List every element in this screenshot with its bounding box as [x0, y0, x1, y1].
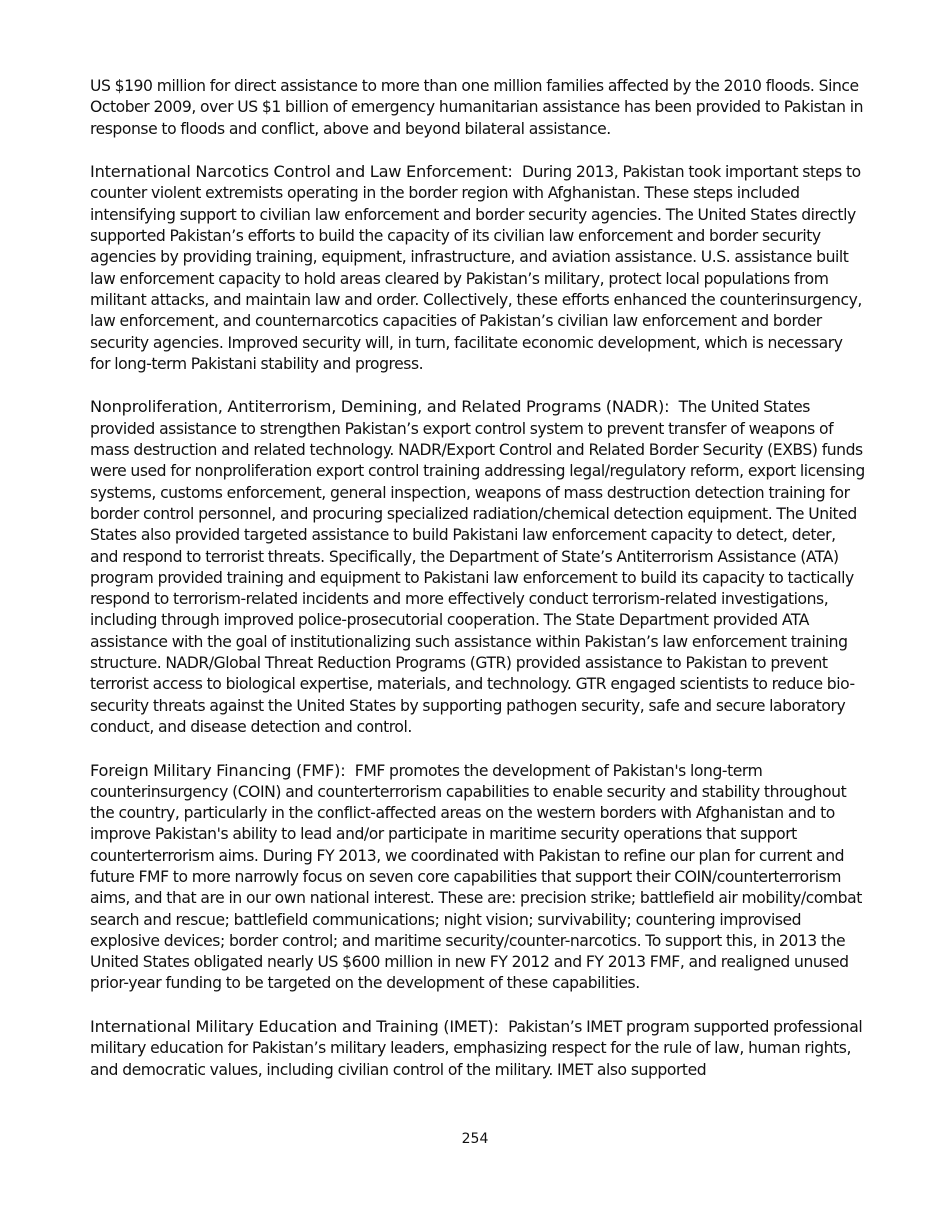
- document-page: [90, 76, 865, 1102]
- section-body-fmf: FMF promotes the development of Pakistan's long-term counterinsurgency (COIN) and counterterrorism capabilities to enable security and stability throughout the country, particularly in the conflict-affected areas on the western borders with Afghanistan and to improve Pakistan's ability to lead and/or participate in maritime security operations that support counterterrorism aims. During FY 2013, we coordinated with Pakistan to refine our plan for current and future FMF to more narrowly focus on seven core capabilities that support their COIN/counterterrorism aims, and that are in our own national interest. These are: precision strike; battlefield air mobility/combat search and rescue; battlefield communications; night vision; survivability; countering improvised explosive devices; border control; and maritime security/counter-narcotics. To support this, in 2013 the United States obligated nearly US $600 million in new FY 2012 and FY 2013 FMF, and realigned unused prior-year funding to be targeted on the development of these capabilities.: [90, 761, 862, 993]
- section-heading-incle: International Narcotics Control and Law Enforcement:: [90, 162, 522, 182]
- section-body-incle: During 2013, Pakistan took important steps to counter violent extremists operating in the border region with Afghanistan. These steps included intensifying support to civilian law enforcement and border security agencies. The United States directly supported Pakistan’s efforts to build the capacity of its civilian law enforcement and border security agencies by providing training, equipment, infrastructure, and aviation assistance. U.S. assistance built law enforcement capacity to hold areas cleared by Pakistan’s military, protect local populations from militant attacks, and maintain law and order. Collectively, these efforts enhanced the counterinsurgency, law enforcement, and counternarcotics capacities of Pakistan’s civilian law enforcement and border security agencies. Improved security will, in turn, facilitate economic development, which is necessary for long-term Pakistani stability and progress.: [90, 163, 862, 373]
- section-heading-imet: International Military Education and Training (IMET):: [90, 1017, 509, 1037]
- section-heading-nadr: Nonproliferation, Antiterrorism, Demining, and Related Programs (NADR):: [90, 397, 679, 417]
- section-heading-fmf: Foreign Military Financing (FMF):: [90, 760, 355, 780]
- intro-paragraph: US $190 million for direct assistance to more than one million families affected by the 2010 floods. Since October 2009, over US $1 billion of emergency humanitarian assistance has been provided to Pakistan in response to floods and conflict, above and beyond bilateral assistance.: [90, 77, 864, 138]
- section-imet: [90, 1016, 865, 1081]
- page-number: 254: [461, 1131, 489, 1147]
- section-body-nadr: The United States provided assistance to strengthen Pakistan’s export control system to prevent transfer of weapons of mass destruction and related technology. NADR/Export Control and Related Border Security (EXBS) funds were used for nonproliferation export control training addressing legal/regulatory reform, export licensing systems, customs enforcement, general inspection, weapons of mass destruction detection training for border control personnel, and procuring specialized radiation/chemical detection equipment. The United States also provided targeted assistance to build Pakistani law enforcement capacity to detect, deter, and respond to terrorist threats. Specifically, the Department of State’s Antiterrorism Assistance (ATA) program provided training and equipment to Pakistani law enforcement to build its capacity to tactically respond to terrorism-related incidents and more effectively conduct terrorism-related investigations, including through improved police-prosecutorial cooperation. The State Department provided ATA assistance with the goal of institutionalizing such assistance within Pakistan’s law enforcement training structure. NADR/Global Threat Reduction Programs (GTR) provided assistance to Pakistan to prevent terrorist access to biological expertise, materials, and technology. GTR engaged scientists to reduce bio-security threats against the United States by supporting pathogen security, safe and secure laboratory conduct, and disease detection and control.: [90, 398, 865, 736]
- section-nadr: [90, 396, 865, 738]
- section-body-imet: Pakistan’s IMET program supported professional military education for Pakistan’s military leaders, emphasizing respect for the rule of law, human rights, and democratic values, including civilian control of the military. IMET also supported: [90, 1018, 863, 1079]
- section-fmf: [90, 760, 865, 995]
- section-incle: [90, 161, 865, 375]
